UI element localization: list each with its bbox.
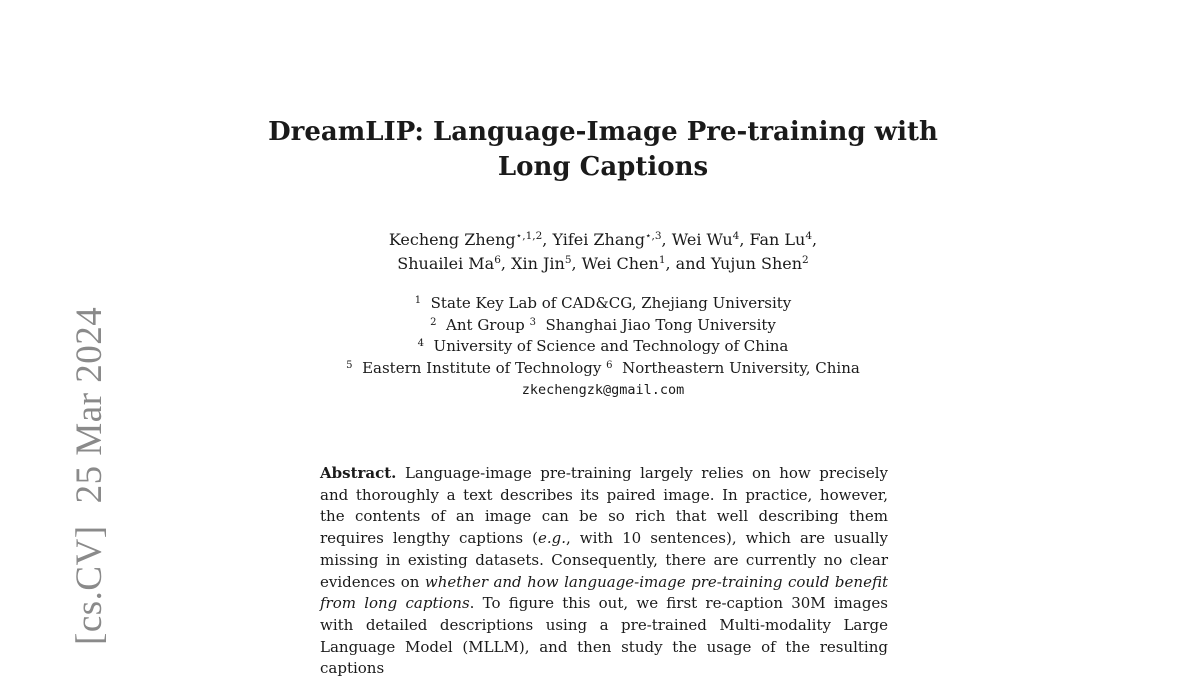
title-line-2: Long Captions xyxy=(497,152,709,182)
author-name: Shuailei Ma xyxy=(397,254,495,273)
abstract-text: Language-image pre-training largely relies on how precisely and thoroughly a text describes its paired image. In practice, however, the contents of an image can be so rich that well describing them requires lengthy captions ( xyxy=(320,464,888,548)
author-name: Fan Lu xyxy=(749,230,806,249)
author-name: Yifei Zhang xyxy=(552,230,645,249)
affiliation-line xyxy=(250,293,956,315)
affiliation-list xyxy=(250,293,956,402)
author-name: Wei Chen xyxy=(581,254,659,273)
author-separator: , xyxy=(739,230,750,249)
author-separator: , xyxy=(542,230,553,249)
author-separator: , xyxy=(500,254,512,273)
author-affiliation-mark: 6 xyxy=(494,254,501,266)
author-separator: , xyxy=(665,254,676,273)
contact-email-line xyxy=(250,379,956,402)
abstract-text: , with 10 sentences), which are usually missing in existing datasets. Consequently, there are currently no clear evidences on xyxy=(320,529,888,591)
abstract-paragraph xyxy=(320,463,888,680)
affiliation-number: 5 xyxy=(346,359,353,371)
author-name: and Yujun Shen xyxy=(675,254,803,273)
abstract-eg: e.g. xyxy=(537,529,566,548)
affiliation-name: Shanghai Jiao Tong University xyxy=(545,315,776,334)
affiliation-name: Northeastern University, China xyxy=(622,358,860,377)
affiliation-name: State Key Lab of CAD&CG, Zhejiang University xyxy=(430,294,792,312)
abstract-text: . To figure this out, we first re-caption 30M images with detailed descriptions using a pre-trained Multi-modality Large Language Model (MLLM), and then study the usage of the resulting captions xyxy=(320,594,888,678)
arxiv-identifier-stamp xyxy=(0,0,110,648)
affiliation-number: 1 xyxy=(414,295,422,306)
author-affiliation-mark: 4 xyxy=(805,230,813,242)
affiliation-number: 2 xyxy=(430,316,437,328)
affiliation-line xyxy=(250,336,956,358)
author-name: Xin Jin xyxy=(511,254,565,273)
author-line-1 xyxy=(250,228,956,252)
author-name: Kecheng Zheng xyxy=(388,230,516,249)
affiliation-number: 6 xyxy=(606,359,613,371)
arxiv-date: 25 Mar 2024 xyxy=(69,306,110,504)
author-separator: , xyxy=(661,230,672,249)
author-separator: , xyxy=(812,230,818,249)
affiliation-line xyxy=(250,358,956,380)
affiliation-name: University of Science and Technology of China xyxy=(433,337,789,355)
title-line-1: DreamLIP: Language-Image Pre-training with xyxy=(268,117,938,147)
affiliation-number: 4 xyxy=(417,338,424,349)
author-affiliation-mark: 2 xyxy=(802,254,809,266)
author-affiliation-mark: 1 xyxy=(658,254,666,266)
author-affiliation-mark: ⋆,3 xyxy=(644,230,662,242)
author-line-2 xyxy=(250,252,956,276)
arxiv-category: [cs.CV] xyxy=(69,525,110,645)
author-affiliation-mark: 4 xyxy=(732,230,740,242)
author-separator: , xyxy=(571,254,582,273)
affiliation-name: Eastern Institute of Technology xyxy=(362,358,602,377)
author-affiliation-mark: 5 xyxy=(564,254,572,266)
affiliation-number: 3 xyxy=(529,316,536,328)
affiliation-line xyxy=(250,315,956,337)
abstract-emphasis: whether and how language-image pre-training could benefit from long captions xyxy=(320,572,888,613)
author-list xyxy=(250,228,956,276)
author-affiliation-mark: ⋆,1,2 xyxy=(515,230,543,242)
contact-email[interactable]: zkechengzk@gmail.com xyxy=(521,382,685,398)
abstract-heading: Abstract. xyxy=(320,464,397,482)
author-name: Wei Wu xyxy=(671,230,733,249)
paper-title xyxy=(240,115,966,185)
affiliation-name: Ant Group xyxy=(446,315,525,334)
